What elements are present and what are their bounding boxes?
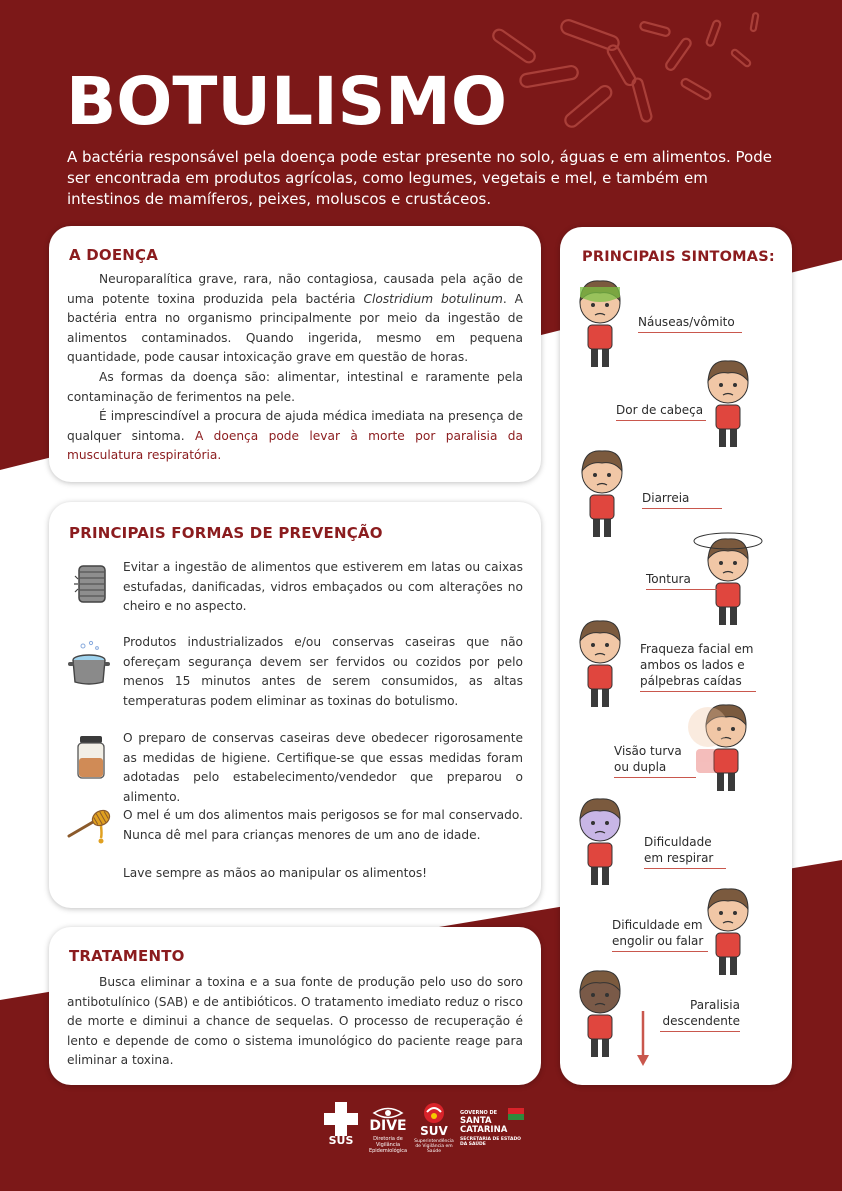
suv-icon <box>421 1102 447 1124</box>
suv-text: SUV <box>420 1124 448 1138</box>
dive-text: DIVE <box>369 1118 407 1134</box>
disease-paragraph-3 <box>67 407 523 466</box>
treatment-card <box>49 927 541 1085</box>
symptom-label-5: Fraqueza facial em ambos os lados e pálpebras caídas <box>640 641 756 692</box>
disease-warning: A doença pode levar à morte por paralisia da musculatura respiratória. <box>67 428 523 463</box>
disease-paragraph-2: As formas da doença são: alimentar, intestinal e raramente pela contaminação de ferimentos na pele. <box>67 369 523 404</box>
disease-card <box>49 226 541 482</box>
swallowing-difficulty-figure <box>708 889 748 975</box>
symptom-label-4: Tontura <box>646 571 718 590</box>
suv-subtitle: Superintendência de Vigilância em Saúde <box>414 1139 454 1154</box>
paralysis-figure <box>580 971 620 1057</box>
sus-text: SUS <box>328 1134 354 1147</box>
diarrhea-figure <box>582 451 622 537</box>
symptom-label-7: Dificuldade em respirar <box>644 834 726 869</box>
treatment-heading: TRATAMENTO <box>69 947 185 965</box>
gov-subtitle: SECRETARIA DE ESTADO DA SAÚDE <box>460 1137 522 1147</box>
hand-washing-note: Lave sempre as mãos ao manipular os alimentos! <box>123 866 428 880</box>
facial-weakness-figure <box>580 621 620 707</box>
prevention-item-2: Produtos industrializados e/ou conservas caseiras que não ofereçam segurança devem ser fervidos ou cozidos por pelo menos 15 minutos antes de serem consumidos, as altas temperaturas podem eliminar as toxinas do botulismo. <box>123 635 523 708</box>
symptom-label-8: Dificuldade em engolir ou falar <box>612 917 708 952</box>
species-name: Clostridium botulinum <box>363 291 503 306</box>
disease-paragraph-1 <box>67 270 523 368</box>
treatment-text <box>67 973 523 1071</box>
symptom-label-1: Náuseas/vômito <box>638 314 742 333</box>
gov-name-text: SANTA CATARINA <box>460 1116 508 1135</box>
symptom-label-9: Paralisia descendente <box>660 997 740 1032</box>
dive-subtitle: Diretoria de Vigilância Epidemiológica <box>368 1136 408 1154</box>
prevention-heading: PRINCIPAIS FORMAS DE PREVENÇÃO <box>69 524 383 542</box>
descending-arrow <box>636 1011 650 1067</box>
symptom-label-3: Diarreia <box>642 490 722 509</box>
symptoms-heading: PRINCIPAIS SINTOMAS: <box>582 249 775 265</box>
can-icon <box>73 562 109 606</box>
disease-heading: A DOENÇA <box>69 246 159 264</box>
prevention-item-1: Evitar a ingestão de alimentos que estiverem em latas ou caixas estufadas, danificadas, vidros embaçados ou com alterações no cheiro e no aspecto. <box>123 560 523 614</box>
prevention-item-4: O mel é um dos alimentos mais perigosos se for mal conservado. Nunca dê mel para crianças menores de um ano de idade. <box>123 808 523 842</box>
gov-top-text: GOVERNO DE <box>460 1110 498 1116</box>
honey-dipper-icon <box>67 806 113 846</box>
intro-text: A bactéria responsável pela doença pode estar presente no solo, águas e em alimentos. Pode ser encontrada em produtos agrícolas, como legumes, vegetais e mel, e também em intestinos de mamíferos, peixes, moluscos e crustáceos. <box>67 148 772 208</box>
symptom-label-6: Visão turva ou dupla <box>614 743 696 778</box>
jar-icon <box>75 734 107 780</box>
blurred-vision-figure <box>688 705 746 791</box>
breathing-difficulty-figure <box>580 799 620 885</box>
nausea-figure <box>580 281 620 367</box>
headache-figure <box>708 361 748 447</box>
symptoms-card <box>560 227 792 1085</box>
disease-text <box>67 270 523 466</box>
page-title: BOTULISMO <box>66 63 507 140</box>
disease-p1-a: Neuroparalítica grave, rara, não contagiosa, causada pela ação de uma potente toxina produzida pela bactéria <box>67 272 523 306</box>
sc-flag-icon <box>508 1108 524 1120</box>
prevention-card <box>49 502 541 908</box>
disease-p1-b: . A bactéria entra no organismo principalmente por meio da ingestão de alimentos contaminados. Quando ingerida, mesmo em pequena quantidade, pode causar intoxicação grave em questão de horas. <box>67 291 523 365</box>
treatment-paragraph: Busca eliminar a toxina e a sua fonte de produção pelo uso do soro antibotulínico (SAB) e de antibióticos. O tratamento imediato reduz o risco de morte e diminui a chance de sequelas. O processo de recuperação é lento e depende de como o sistema imunológico do paciente reage para eliminar a toxina. <box>67 975 523 1068</box>
prevention-item-3: O preparo de conservas caseiras deve obedecer rigorosamente as medidas de higiene. Certifique-se que essas medidas foram adotadas pelo estabelecimento/vendedor que preparou o alimento. <box>123 731 523 804</box>
disease-p3-a: É imprescindível a procura de ajuda médica imediata na presença de qualquer sintoma. <box>67 409 523 443</box>
symptom-label-2: Dor de cabeça <box>616 402 706 421</box>
boiling-pot-icon <box>67 638 111 688</box>
